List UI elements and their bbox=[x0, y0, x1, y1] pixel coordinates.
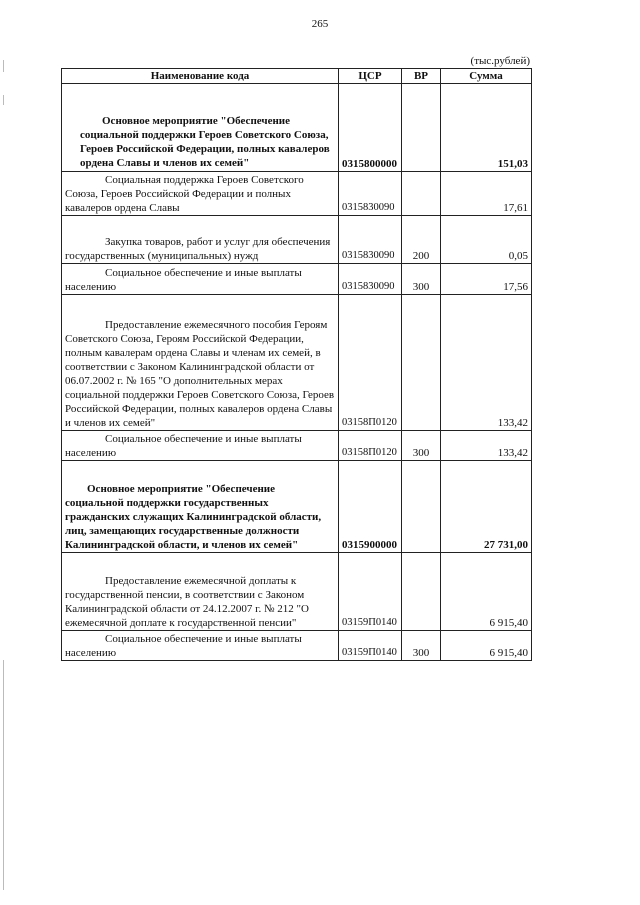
table-header-row bbox=[62, 69, 532, 84]
row-name: Социальное обеспечение и иные выплаты населению bbox=[62, 431, 339, 461]
row-vr bbox=[402, 84, 441, 172]
row-sum: 133,42 bbox=[441, 431, 532, 461]
table-row bbox=[62, 84, 532, 172]
page-number: 265 bbox=[311, 18, 329, 30]
table-row bbox=[62, 553, 532, 631]
table-row bbox=[62, 431, 532, 461]
row-vr bbox=[402, 553, 441, 631]
row-name: Социальное обеспечение и иные выплаты населению bbox=[62, 631, 339, 661]
scan-margin-mark bbox=[3, 95, 4, 105]
row-name: Предоставление ежемесячной доплаты к государственной пенсии, в соответствии с Законом Калининградской области от 24.12.2007 г. № 212 "О ежемесячной доплате к государственной пенсии" bbox=[62, 553, 339, 631]
row-sum: 0,05 bbox=[441, 216, 532, 264]
header-sum: Сумма bbox=[441, 69, 532, 84]
row-vr bbox=[402, 461, 441, 553]
table-row bbox=[62, 461, 532, 553]
scan-margin-mark bbox=[3, 60, 4, 72]
row-name: Социальная поддержка Героев Советского Союза, Героев Российской Федерации и полных кавалеров ордена Славы bbox=[62, 172, 339, 216]
row-csr: 0315830090 bbox=[339, 172, 402, 216]
row-name: Предоставление ежемесячного пособия Героям Советского Союза, Героям Российской Федерации, полным кавалерам ордена Славы и членам их семей, в соответствии с Законом Калининградской области от 06.07.2002 г. № 165 "О дополнительных мерах социальной поддержки Героев Советского Союза, Героев Российской Федерации, полных кавалеров ордена Славы и членов их семей" bbox=[62, 295, 339, 431]
row-vr: 200 bbox=[402, 216, 441, 264]
row-csr: 0315900000 bbox=[339, 461, 402, 553]
row-vr bbox=[402, 295, 441, 431]
table-row bbox=[62, 172, 532, 216]
row-sum: 17,61 bbox=[441, 172, 532, 216]
row-csr: 03159П0140 bbox=[339, 553, 402, 631]
budget-table bbox=[61, 68, 532, 661]
row-csr: 03158П0120 bbox=[339, 295, 402, 431]
scan-margin-mark bbox=[3, 660, 4, 890]
row-sum: 6 915,40 bbox=[441, 631, 532, 661]
row-name: Основное мероприятие "Обеспечение социальной поддержки Героев Советского Союза, Героев Российской Федерации, полных кавалеров ордена Славы и членов их семей" bbox=[62, 84, 339, 172]
row-vr bbox=[402, 172, 441, 216]
table-row bbox=[62, 264, 532, 295]
row-sum: 133,42 bbox=[441, 295, 532, 431]
row-csr: 03158П0120 bbox=[339, 431, 402, 461]
table-row bbox=[62, 295, 532, 431]
row-vr: 300 bbox=[402, 264, 441, 295]
row-vr: 300 bbox=[402, 631, 441, 661]
header-name: Наименование кода bbox=[62, 69, 339, 84]
table-row bbox=[62, 216, 532, 264]
row-sum: 6 915,40 bbox=[441, 553, 532, 631]
row-sum: 151,03 bbox=[441, 84, 532, 172]
header-vr: ВР bbox=[402, 69, 441, 84]
row-name: Основное мероприятие "Обеспечение социальной поддержки государственных гражданских служащих Калининградской области, лиц, замещающих государственные должности Калининградской области, и членов их семей" bbox=[62, 461, 339, 553]
row-csr: 0315830090 bbox=[339, 264, 402, 295]
row-sum: 27 731,00 bbox=[441, 461, 532, 553]
table-row bbox=[62, 631, 532, 661]
row-csr: 03159П0140 bbox=[339, 631, 402, 661]
row-name: Социальное обеспечение и иные выплаты населению bbox=[62, 264, 339, 295]
header-csr: ЦСР bbox=[339, 69, 402, 84]
row-csr: 0315800000 bbox=[339, 84, 402, 172]
row-name: Закупка товаров, работ и услуг для обеспечения государственных (муниципальных) нужд bbox=[62, 216, 339, 264]
row-sum: 17,56 bbox=[441, 264, 532, 295]
units-label: (тыс.рублей) bbox=[470, 55, 530, 67]
row-csr: 0315830090 bbox=[339, 216, 402, 264]
row-vr: 300 bbox=[402, 431, 441, 461]
